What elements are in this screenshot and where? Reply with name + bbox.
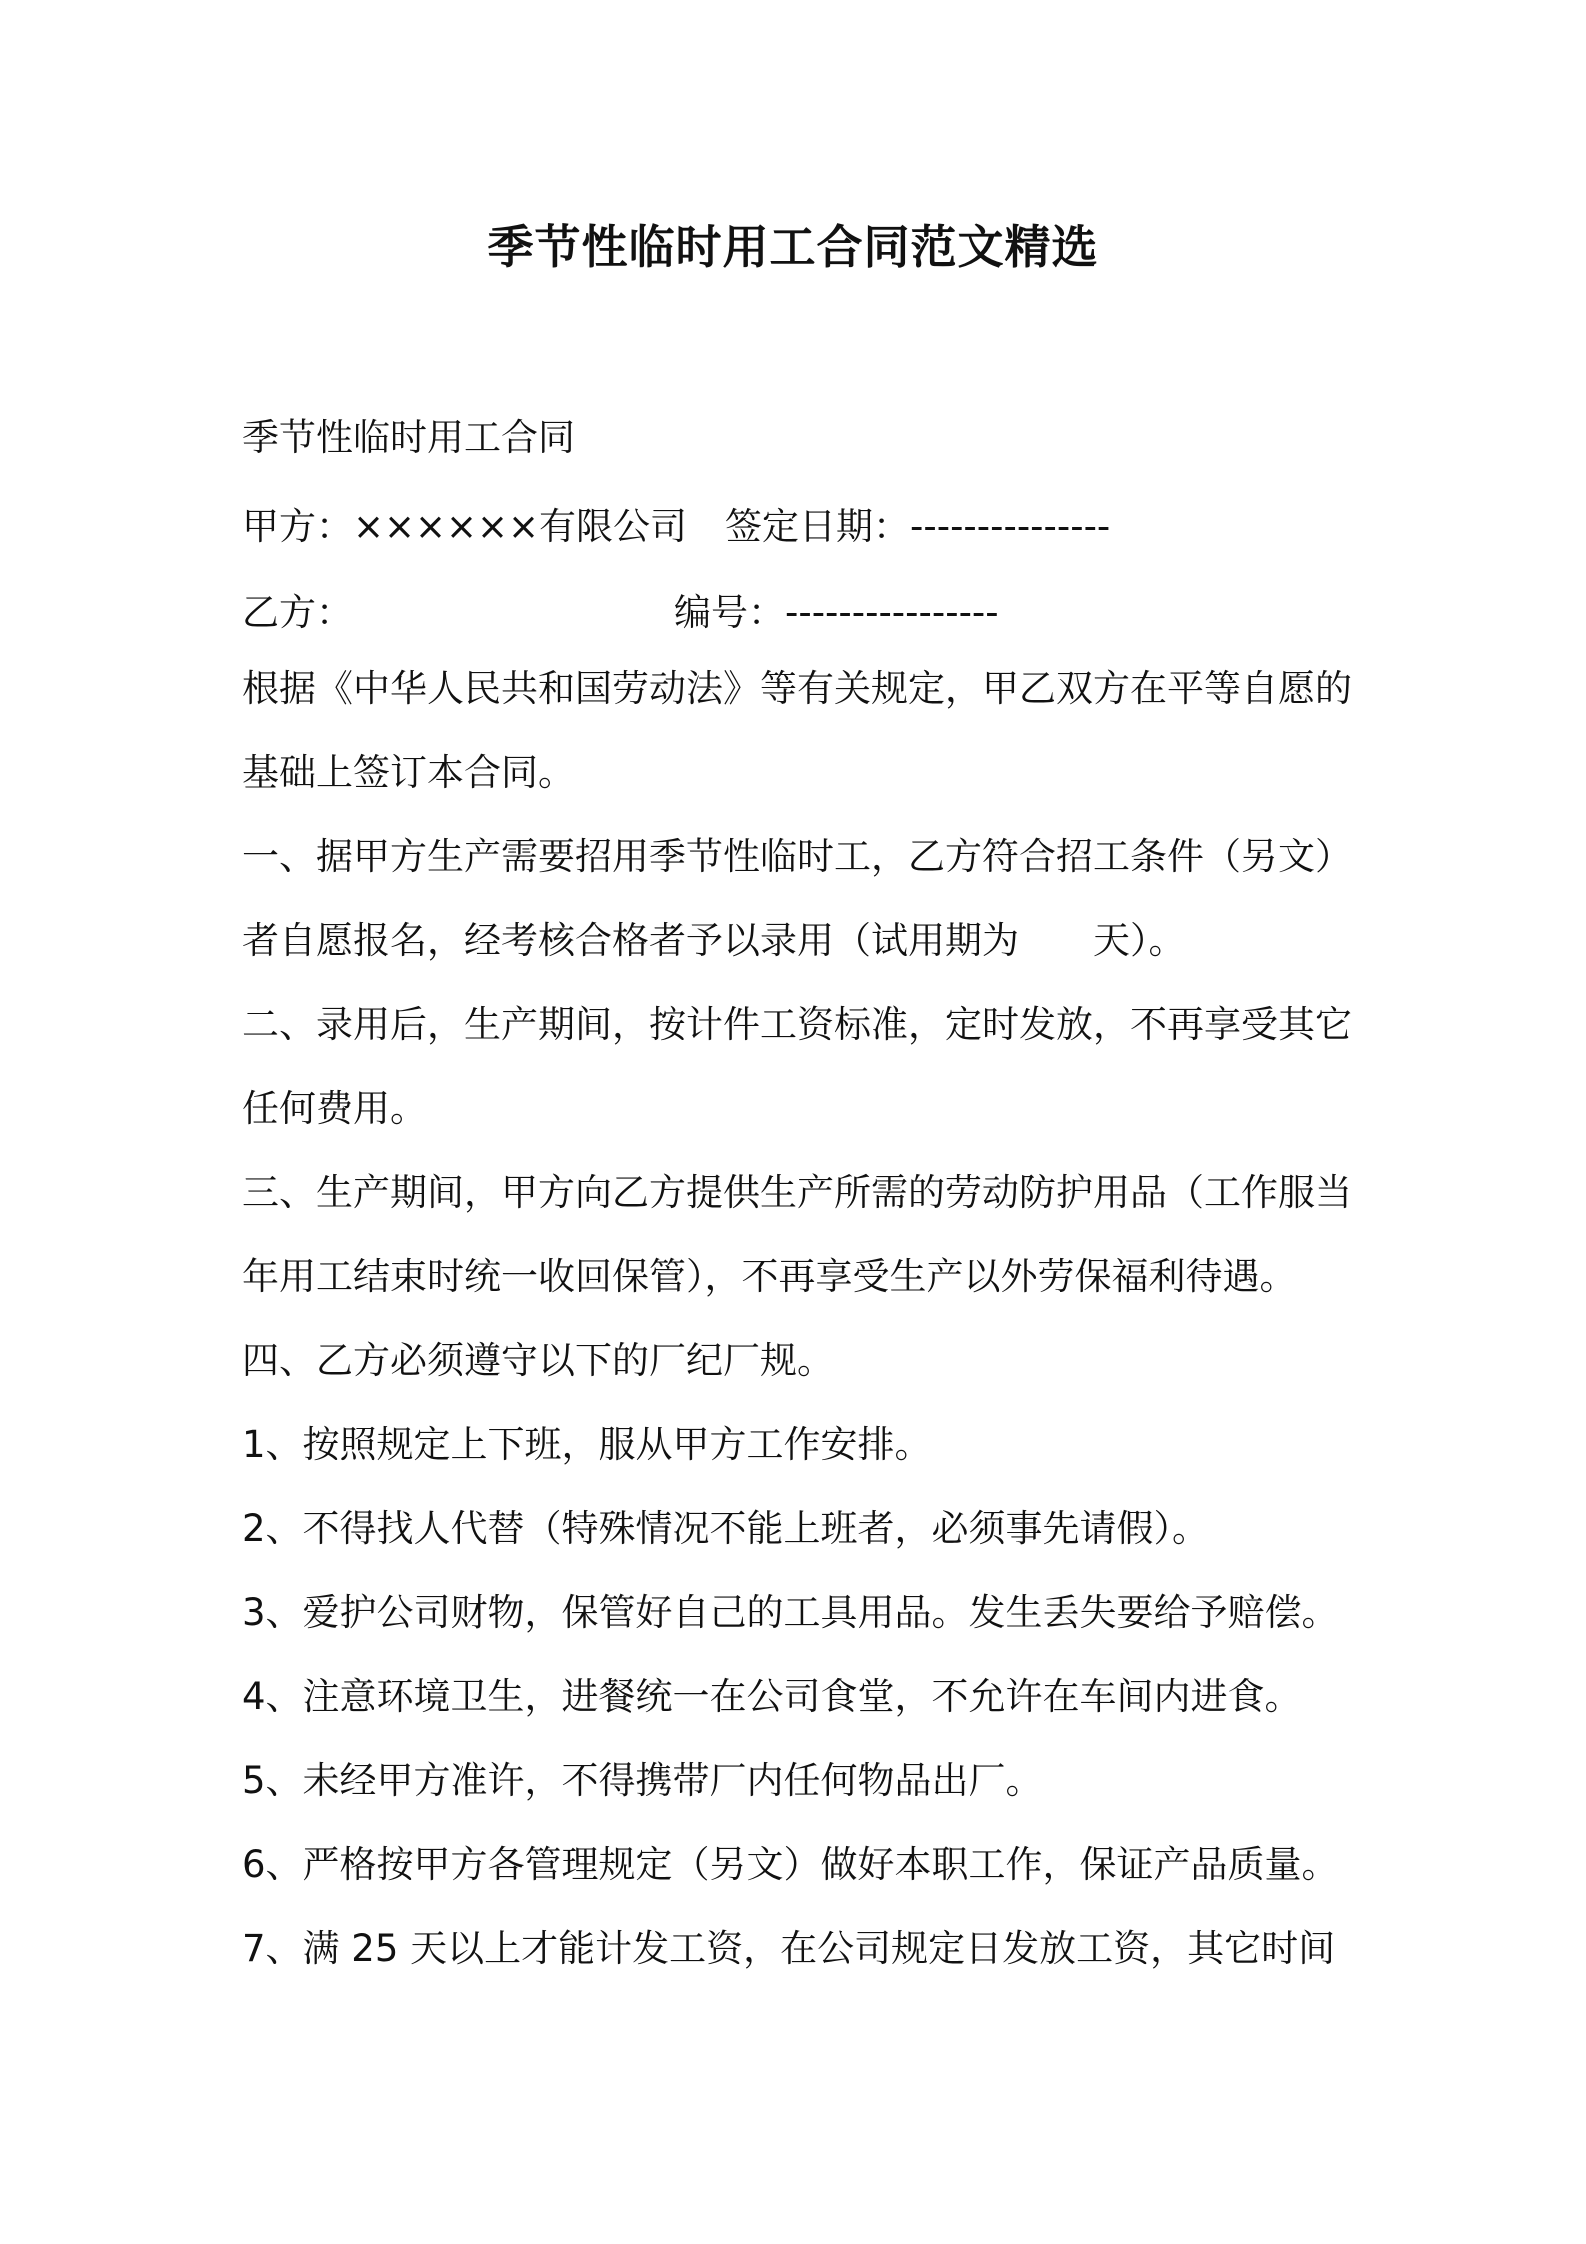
- clause-2-line: 任何费用。: [242, 1087, 427, 1130]
- rule-item: 1、按照规定上下班，服从甲方工作安排。: [242, 1423, 932, 1466]
- clause-4-heading: 四、乙方必须遵守以下的厂纪厂规。: [242, 1339, 834, 1382]
- clause-3-line: 三、生产期间，甲方向乙方提供生产所需的劳动防护用品（工作服当: [242, 1171, 1352, 1214]
- clause-3-line: 年用工结束时统一收回保管），不再享受生产以外劳保福利待遇。: [242, 1255, 1297, 1298]
- rule-item: 4、注意环境卫生，进餐统一在公司食堂，不允许在车间内进食。: [242, 1675, 1302, 1718]
- rule-item: 2、不得找人代替（特殊情况不能上班者，必须事先请假）。: [242, 1507, 1210, 1550]
- clause-1-line: 者自愿报名，经考核合格者予以录用（试用期为 天）。: [242, 919, 1186, 962]
- rule-item: 6、严格按甲方各管理规定（另文）做好本职工作，保证产品质量。: [242, 1843, 1339, 1886]
- party-a-label: 甲方：××××××有限公司: [242, 505, 688, 548]
- signing-date-label: 签定日期：---------------: [725, 505, 1111, 548]
- party-a-row: [242, 497, 1357, 557]
- body-line: 根据《中华人民共和国劳动法》等有关规定，甲乙双方在平等自愿的: [242, 667, 1352, 710]
- party-b-label: 乙方：: [242, 591, 353, 634]
- body-line: 基础上签订本合同。: [242, 751, 575, 794]
- contract-heading: 季节性临时用工合同: [242, 416, 575, 459]
- party-b-row: [242, 583, 1357, 643]
- rule-item: 3、爱护公司财物，保管好自己的工具用品。发生丢失要给予赔偿。: [242, 1591, 1339, 1634]
- rule-item: 5、未经甲方准许，不得携带厂内任何物品出厂。: [242, 1759, 1043, 1802]
- contract-number-label: 编号：----------------: [674, 591, 999, 634]
- clause-1-line: 一、据甲方生产需要招用季节性临时工，乙方符合招工条件（另文）: [242, 835, 1352, 878]
- document-title: 季节性临时用工合同范文精选: [487, 220, 1099, 274]
- rule-item: 7、满 25 天以上才能计发工资，在公司规定日发放工资，其它时间: [242, 1927, 1336, 1970]
- clause-2-line: 二、录用后，生产期间，按计件工资标准，定时发放，不再享受其它: [242, 1003, 1352, 1046]
